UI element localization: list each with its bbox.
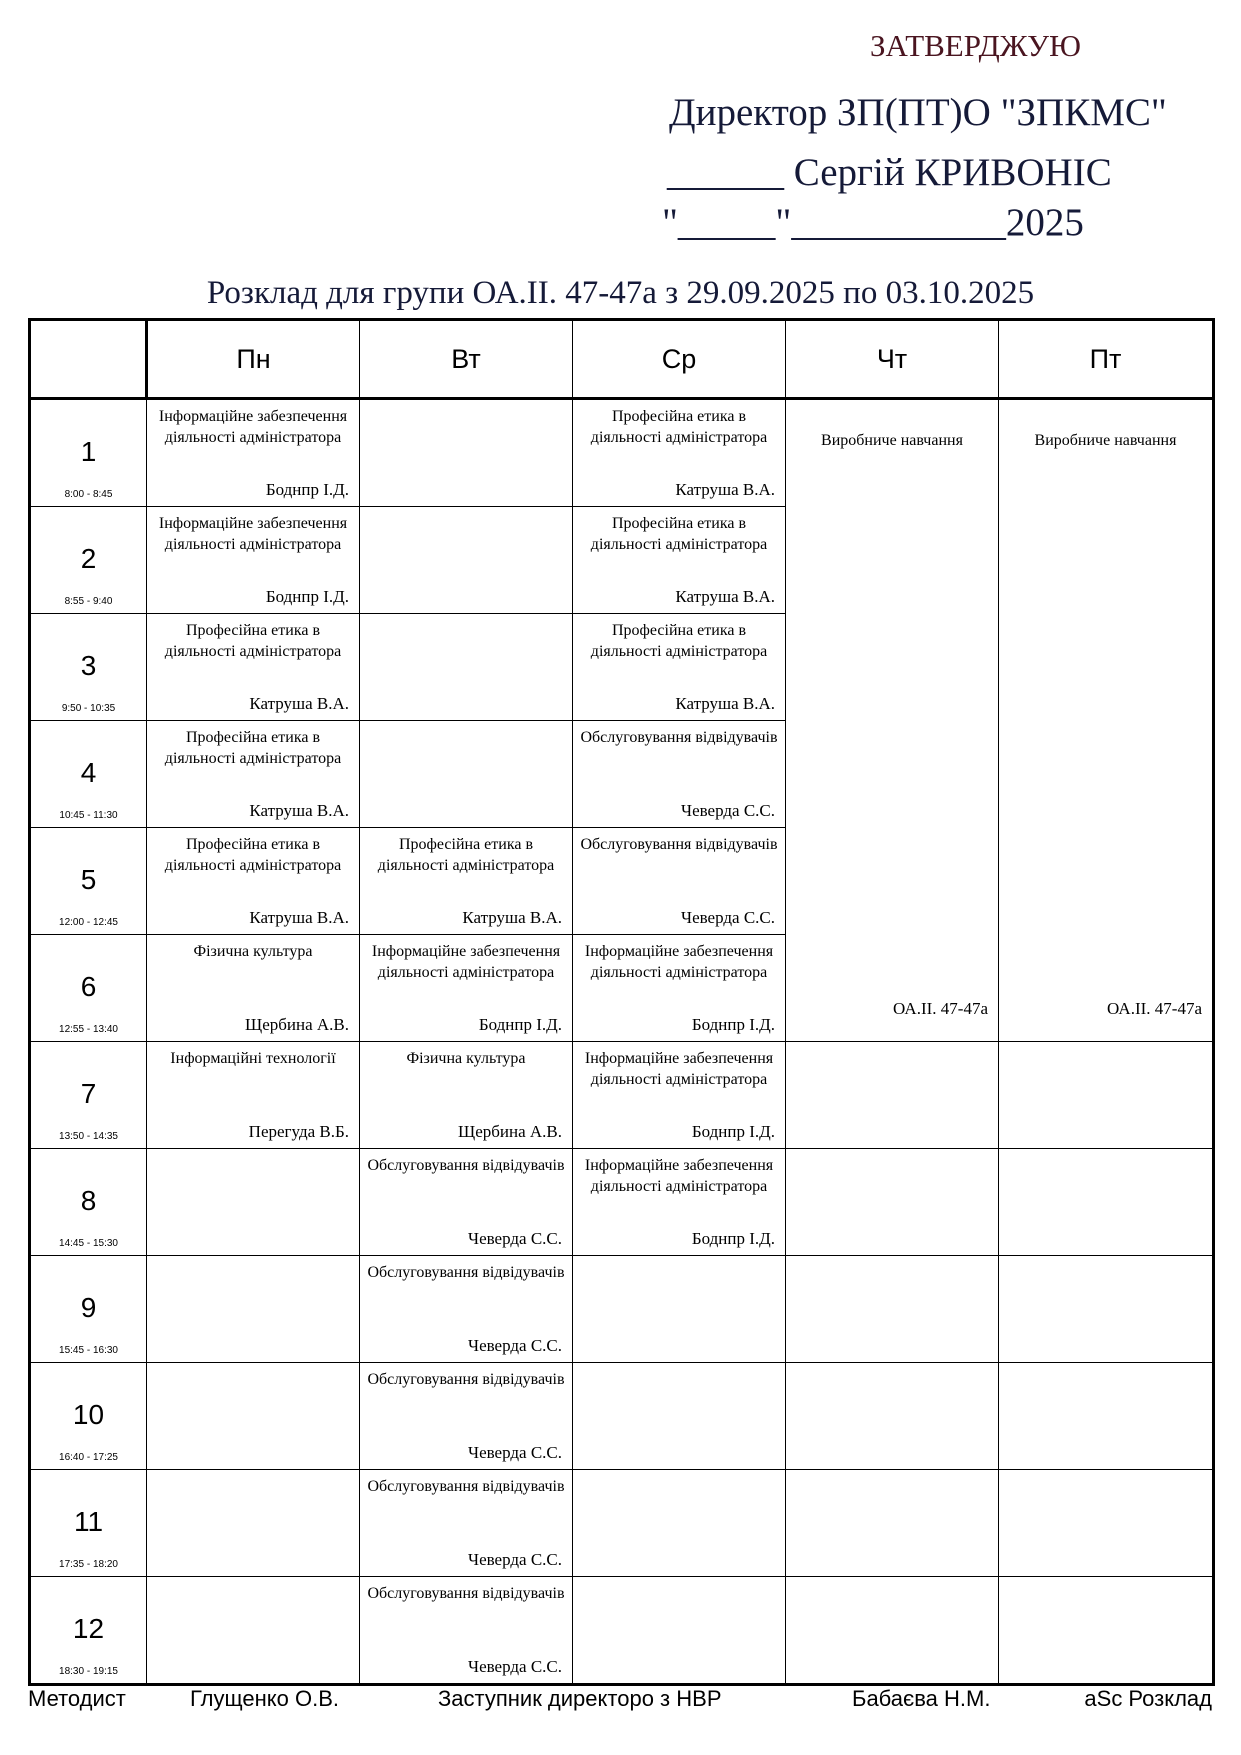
lesson-cell-wed [573,1256,786,1363]
lesson-cell-wed [573,1577,786,1685]
period-time: 18:30 - 19:15 [59,1666,118,1677]
period-cell [30,1363,147,1470]
lesson-teacher: Перегуда В.Б. [248,1122,349,1141]
signature-line: ______ Сергій КРИВОНІС [667,151,1112,194]
period-time: 10:45 - 11:30 [59,810,118,821]
lesson-teacher: Чеверда С.С. [681,801,775,820]
period-time: 16:40 - 17:25 [59,1452,118,1463]
lesson-subject: Обслуговування відвідувачів [367,1157,565,1174]
lesson-cell-tue [360,399,573,507]
lesson-cell-mon [147,399,360,507]
lesson-subject: Фізична культура [406,1050,526,1067]
lesson-subject: Інформаційне забезпечення діяльності адміністратора [158,515,348,553]
methodist-label: Методист [28,1686,126,1711]
lesson-cell-mon [147,721,360,828]
period-row [30,1042,1214,1149]
day-header-row [30,320,1214,399]
practice-cell-fri [999,399,1214,1042]
period-cell [30,399,147,507]
lesson-subject: Інформаційне забезпечення діяльності адміністратора [584,1157,774,1195]
date-line: "_____"___________2025 [662,201,1084,244]
lesson-teacher: Чеверда С.С. [468,1229,562,1248]
lesson-teacher: Катруша В.А. [675,587,775,606]
lesson-cell-mon [147,1470,360,1577]
lesson-cell-wed [573,1470,786,1577]
lesson-cell-tue [360,721,573,828]
lesson-subject: Інформаційне забезпечення діяльності адміністратора [584,943,774,981]
lesson-teacher: Катруша В.А. [249,801,349,820]
lesson-subject: Інформаційне забезпечення діяльності адміністратора [371,943,561,981]
lesson-cell-tue [360,828,573,935]
empty-cell-fri [999,1149,1214,1256]
period-time: 12:55 - 13:40 [59,1024,118,1035]
lesson-cell-tue [360,1470,573,1577]
lesson-cell-wed [573,507,786,614]
period-time: 13:50 - 14:35 [59,1131,118,1142]
lesson-cell-tue [360,1577,573,1685]
lesson-cell-wed [573,1042,786,1149]
period-cell [30,507,147,614]
period-cell [30,935,147,1042]
period-time: 17:35 - 18:20 [59,1559,118,1570]
lesson-teacher: Боднпр І.Д. [691,1229,775,1248]
empty-cell-thu [786,1470,999,1577]
period-row [30,1363,1214,1470]
lesson-subject: Обслуговування відвідувачів [580,729,778,746]
empty-cell-fri [999,1256,1214,1363]
lesson-teacher: Катруша В.А. [249,694,349,713]
lesson-teacher: Чеверда С.С. [468,1550,562,1569]
empty-cell-fri [999,1577,1214,1685]
lesson-subject: Обслуговування відвідувачів [580,836,778,853]
empty-cell-fri [999,1470,1214,1577]
period-time: 8:00 - 8:45 [64,489,113,500]
lesson-subject: Професійна етика в діяльності адміністратора [590,622,768,660]
lesson-teacher: Чеверда С.С. [681,908,775,927]
corner-cell [30,320,147,399]
lesson-teacher: Катруша В.А. [249,908,349,927]
lesson-cell-wed [573,935,786,1042]
day-header-tue: Вт [360,320,573,399]
period-row [30,399,1214,507]
period-time: 12:00 - 12:45 [59,917,118,928]
lesson-cell-tue [360,935,573,1042]
lesson-subject: Професійна етика в діяльності адміністратора [377,836,555,874]
lesson-teacher: Боднпр І.Д. [265,480,349,499]
period-time: 9:50 - 10:35 [61,703,116,714]
lesson-cell-wed [573,1363,786,1470]
period-number: 11 [73,1506,104,1537]
period-row [30,1470,1214,1577]
period-number: 3 [80,650,97,681]
lesson-cell-mon [147,1042,360,1149]
lesson-cell-tue [360,614,573,721]
period-cell [30,1577,147,1685]
lesson-cell-wed [573,1149,786,1256]
period-row [30,1256,1214,1363]
period-number: 1 [80,436,97,467]
empty-cell-thu [786,1577,999,1685]
period-number: 9 [80,1292,97,1323]
empty-cell-thu [786,1042,999,1149]
approval-label: ЗАТВЕРДЖУЮ [870,28,1081,63]
period-number: 2 [80,543,97,574]
period-cell [30,721,147,828]
lesson-cell-wed [573,721,786,828]
lesson-cell-tue [360,1042,573,1149]
day-header-thu: Чт [786,320,999,399]
lesson-cell-tue [360,507,573,614]
period-number: 12 [72,1613,105,1644]
lesson-subject: Фізична культура [193,943,313,960]
lesson-subject: Обслуговування відвідувачів [367,1371,565,1388]
period-number: 8 [80,1185,97,1216]
lesson-teacher: Боднпр І.Д. [478,1015,562,1034]
lesson-cell-tue [360,1256,573,1363]
period-cell [30,828,147,935]
lesson-cell-wed [573,828,786,935]
lesson-cell-mon [147,828,360,935]
lesson-subject: Інформаційне забезпечення діяльності адміністратора [584,1050,774,1088]
empty-cell-fri [999,1363,1214,1470]
lesson-cell-tue [360,1363,573,1470]
deputy-name: Бабаєва Н.М. [852,1686,991,1711]
lesson-teacher: Чеверда С.С. [468,1443,562,1462]
director-title: Директор ЗП(ПТ)О "ЗПКМС" [669,91,1167,134]
lesson-teacher: Щербина А.В. [245,1015,349,1034]
practice-group: ОА.ІІ. 47-47а [1107,999,1202,1018]
period-number: 5 [80,864,97,895]
lesson-cell-wed [573,399,786,507]
lesson-teacher: Катруша В.А. [675,480,775,499]
period-row [30,1149,1214,1256]
lesson-teacher: Боднпр І.Д. [691,1122,775,1141]
lesson-subject: Обслуговування відвідувачів [367,1478,565,1495]
lesson-cell-wed [573,614,786,721]
day-header-wed: Ср [573,320,786,399]
lesson-cell-mon [147,1256,360,1363]
software-credit: aSc Розклад [1084,1686,1212,1711]
period-number: 7 [80,1078,97,1109]
practice-subject: Виробниче навчання [821,432,963,449]
empty-cell-thu [786,1256,999,1363]
lesson-subject: Інформаційні технології [170,1050,336,1067]
schedule-table [28,318,1215,1686]
lesson-subject: Професійна етика в діяльності адміністратора [164,622,342,660]
lesson-subject: Професійна етика в діяльності адміністратора [590,408,768,446]
period-time: 14:45 - 15:30 [59,1238,118,1249]
day-header-fri: Пт [999,320,1214,399]
lesson-subject: Обслуговування відвідувачів [367,1264,565,1281]
footer [28,1686,1212,1714]
lesson-subject: Професійна етика в діяльності адміністратора [164,729,342,767]
practice-group: ОА.ІІ. 47-47а [893,999,988,1018]
lesson-cell-mon [147,507,360,614]
period-time: 15:45 - 16:30 [59,1345,118,1356]
lesson-cell-mon [147,935,360,1042]
period-time: 8:55 - 9:40 [64,596,113,607]
period-cell [30,1149,147,1256]
period-number: 10 [72,1399,105,1430]
empty-cell-fri [999,1042,1214,1149]
lesson-cell-mon [147,1149,360,1256]
period-number: 6 [80,971,97,1002]
lesson-teacher: Чеверда С.С. [468,1336,562,1355]
lesson-cell-mon [147,614,360,721]
period-cell [30,1256,147,1363]
practice-cell-thu [786,399,999,1042]
deputy-label: Заступник директоро з НВР [438,1686,722,1711]
lesson-subject: Обслуговування відвідувачів [367,1585,565,1602]
period-cell [30,1470,147,1577]
period-cell [30,614,147,721]
lesson-cell-mon [147,1363,360,1470]
methodist-name: Глущенко О.В. [190,1686,339,1711]
lesson-cell-tue [360,1149,573,1256]
day-header-mon: Пн [147,320,360,399]
period-row [30,1577,1214,1685]
empty-cell-thu [786,1149,999,1256]
lesson-subject: Професійна етика в діяльності адміністратора [590,515,768,553]
lesson-teacher: Щербина А.В. [458,1122,562,1141]
lesson-teacher: Боднпр І.Д. [265,587,349,606]
lesson-teacher: Боднпр І.Д. [691,1015,775,1034]
period-cell [30,1042,147,1149]
lesson-subject: Професійна етика в діяльності адміністратора [164,836,342,874]
practice-subject: Виробниче навчання [1034,432,1177,449]
lesson-teacher: Катруша В.А. [462,908,562,927]
lesson-teacher: Катруша В.А. [675,694,775,713]
empty-cell-thu [786,1363,999,1470]
lesson-cell-mon [147,1577,360,1685]
period-number: 4 [80,757,97,788]
schedule-title: Розклад для групи ОА.ІІ. 47-47а з 29.09.2025 по 03.10.2025 [206,275,1035,311]
lesson-teacher: Чеверда С.С. [468,1657,562,1676]
lesson-subject: Інформаційне забезпечення діяльності адміністратора [158,408,348,446]
